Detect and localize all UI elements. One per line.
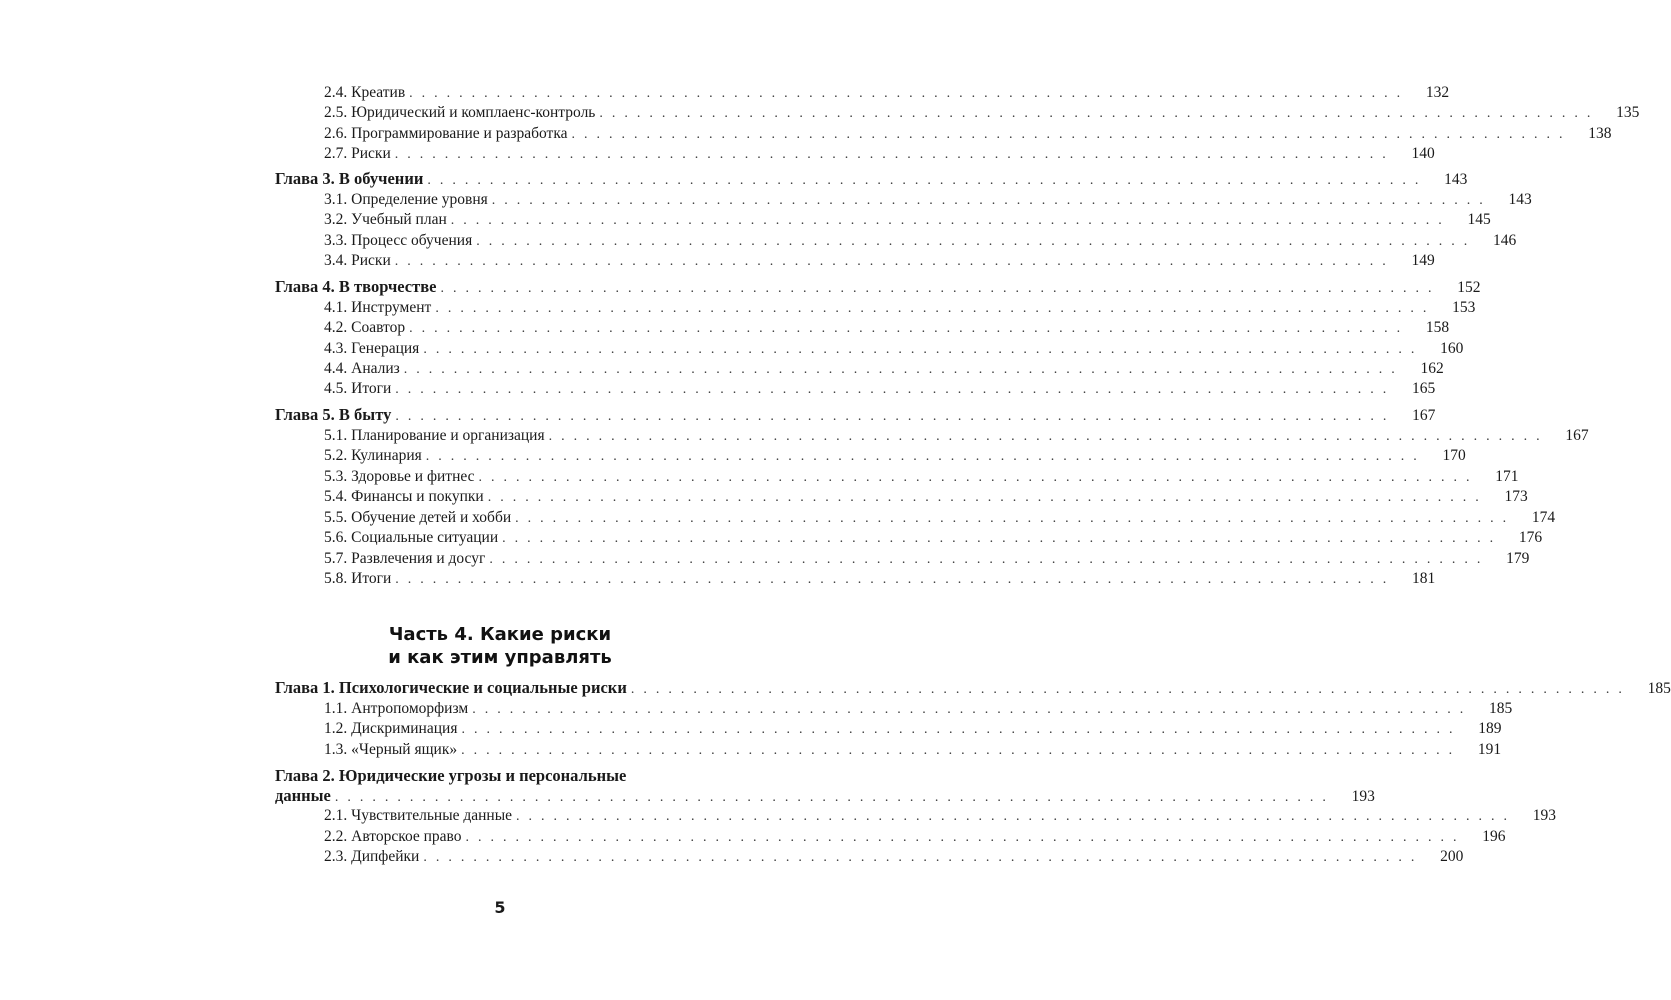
toc-leader-dots: ................................................................................ (548, 429, 1549, 444)
toc-section-entry (324, 528, 1543, 548)
toc-chapter-entry (275, 678, 1671, 698)
toc-entry-label: 2.2. Авторское право (324, 828, 462, 845)
toc-entry-label: Глава 2. Юридические угрозы и персональные (275, 766, 627, 785)
toc-section-entry (324, 103, 1640, 123)
toc-leader-dots: ................................................................................ (423, 850, 1424, 865)
toc-entry-label: 1.2. Дискриминация (324, 720, 458, 737)
part-4-title-line-2: и как этим управлять (388, 647, 612, 668)
toc-entry-page-number: 162 (1420, 360, 1444, 377)
toc-entry-label: 3.4. Риски (324, 252, 391, 269)
toc-entry-page-number: 143 (1508, 191, 1532, 208)
toc-entry-label: 4.4. Анализ (324, 360, 400, 377)
toc-entry-page-number: 171 (1495, 468, 1519, 485)
toc-leader-dots: ................................................................................ (427, 173, 1428, 188)
toc-entry-page-number: 174 (1531, 509, 1556, 526)
toc-section-entry (324, 549, 1530, 569)
part-4-title (300, 623, 700, 669)
toc-entry-page-number: 189 (1478, 720, 1502, 737)
toc-entry-label: 4.1. Инструмент (324, 299, 432, 316)
toc-section-entry (324, 740, 1502, 760)
toc-leader-dots: ................................................................................ (435, 301, 1436, 316)
toc-leader-dots: ................................................................................ (395, 382, 1396, 397)
toc-entry-page-number: 185 (1488, 700, 1513, 717)
toc-entry-label: 2.4. Креатив (324, 84, 406, 101)
toc-leader-dots: ................................................................................ (502, 531, 1503, 546)
toc-section-entry (324, 508, 1556, 528)
toc-entry-label: 2.5. Юридический и комплаенс-контроль (324, 104, 596, 121)
toc-section-entry (324, 426, 1589, 446)
toc-entry-page-number: 176 (1518, 529, 1543, 546)
toc-section-entry (324, 719, 1502, 739)
toc-entry-page-number: 146 (1492, 232, 1517, 249)
toc-entry-page-number: 193 (1351, 788, 1375, 805)
toc-section-entry (324, 827, 1506, 847)
toc-leader-dots: ................................................................................ (440, 281, 1441, 296)
toc-entry-page-number: 143 (1444, 171, 1468, 188)
toc-leader-dots: ................................................................................ (425, 449, 1426, 464)
toc-entry-label: 4.2. Соавтор (324, 319, 406, 336)
toc-leader-dots: ................................................................................ (489, 552, 1490, 567)
toc-entry-page-number: 160 (1440, 340, 1464, 357)
toc-entry-label: 2.3. Дипфейки (324, 848, 420, 865)
toc-leader-dots: ................................................................................ (476, 234, 1477, 249)
toc-leader-dots: ................................................................................ (599, 106, 1600, 121)
toc-entry-label: 3.1. Определение уровня (324, 191, 488, 208)
toc-entry-page-number: 149 (1411, 252, 1435, 269)
toc-entry-label: 2.1. Чувствительные данные (324, 807, 513, 824)
toc-entry-page-number: 145 (1467, 211, 1491, 228)
part-4-title-line-1: Часть 4. Какие риски (388, 624, 612, 645)
toc-entry-page-number: 158 (1425, 319, 1450, 336)
toc-leader-dots: ................................................................................ (571, 127, 1572, 142)
toc-entry-label: 5.3. Здоровье и фитнес (324, 468, 475, 485)
toc-section-entry (324, 190, 1532, 210)
toc-leader-dots: ................................................................................ (409, 86, 1410, 101)
toc-leader-dots: ................................................................................ (394, 147, 1395, 162)
toc-chapter-entry (275, 766, 728, 786)
toc-entry-label: Глава 1. Психологические и социальные риски (275, 678, 627, 697)
toc-section-entry (324, 359, 1444, 379)
toc-chapter-entry (275, 405, 1436, 425)
toc-entry-label: 5.6. Социальные ситуации (324, 529, 499, 546)
toc-leader-dots: ................................................................................ (478, 470, 1479, 485)
toc-entry-label: 5.8. Итоги (324, 570, 392, 587)
toc-entry-label: Глава 4. В творчестве (275, 277, 437, 296)
toc-entry-page-number: 173 (1504, 488, 1528, 505)
toc-entry-page-number: 140 (1411, 145, 1435, 162)
toc-leader-dots: ................................................................................ (409, 321, 1410, 336)
toc-entry-page-number: 200 (1440, 848, 1464, 865)
toc-entry-page-number: 167 (1412, 407, 1436, 424)
toc-entry-page-number: 153 (1452, 299, 1476, 316)
toc-entry-page-number: 152 (1457, 279, 1481, 296)
toc-entry-page-number: 196 (1482, 828, 1506, 845)
toc-section-entry (324, 83, 1450, 103)
toc-entry-label: данные (275, 786, 331, 805)
toc-entry-page-number: 167 (1565, 427, 1589, 444)
toc-section-entry (324, 210, 1491, 230)
toc-chapter-entry (275, 786, 1375, 806)
toc-entry-page-number: 191 (1477, 741, 1502, 758)
toc-entry-page-number: 185 (1647, 680, 1671, 697)
toc-leader-dots: ................................................................................ (487, 490, 1488, 505)
page-number: 5 (494, 898, 506, 917)
toc-leader-dots: ................................................................................ (395, 409, 1396, 424)
toc-section-entry (324, 339, 1464, 359)
toc-entry-label: 1.3. «Черный ящик» (324, 741, 458, 758)
toc-leader-dots: ................................................................................ (403, 362, 1404, 377)
toc-entry-label: 2.6. Программирование и разработка (324, 125, 568, 142)
toc-entry-page-number: 170 (1442, 447, 1466, 464)
toc-entry-label: Глава 3. В обучении (275, 169, 424, 188)
toc-entry-label: 5.2. Кулинария (324, 447, 422, 464)
toc-leader-dots: ................................................................................ (450, 213, 1451, 228)
toc-entry-label: 3.2. Учебный план (324, 211, 447, 228)
toc-section-entry (324, 379, 1436, 399)
toc-section-entry (324, 251, 1435, 271)
toc-entry-label: 5.1. Планирование и организация (324, 427, 545, 444)
toc-entry-label: 5.5. Обучение детей и хобби (324, 509, 512, 526)
toc-leader-dots: ................................................................................ (394, 254, 1395, 269)
toc-entry-label: 4.5. Итоги (324, 380, 392, 397)
toc-section-entry (324, 806, 1557, 826)
toc-entry-page-number: 165 (1412, 380, 1436, 397)
toc-section-entry (324, 569, 1436, 589)
toc-entry-page-number: 193 (1532, 807, 1557, 824)
toc-entry-label: 3.3. Процесс обучения (324, 232, 473, 249)
toc-leader-dots: ................................................................................ (465, 830, 1466, 845)
toc-leader-dots: ................................................................................ (630, 682, 1631, 697)
toc-entry-page-number: 179 (1506, 550, 1530, 567)
toc-section-entry (324, 487, 1528, 507)
toc-entry-label: 5.7. Развлечения и досуг (324, 550, 486, 567)
toc-section-entry (324, 699, 1513, 719)
toc-leader-dots: ................................................................................ (461, 743, 1462, 758)
toc-leader-dots: ................................................................................ (515, 511, 1516, 526)
toc-section-entry (324, 124, 1612, 144)
toc-entry-page-number: 132 (1425, 84, 1450, 101)
toc-entry-label: 1.1. Антропоморфизм (324, 700, 469, 717)
toc-section-entry (324, 298, 1476, 318)
toc-chapter-entry (275, 277, 1481, 297)
toc-section-entry (324, 231, 1517, 251)
toc-entry-label: 4.3. Генерация (324, 340, 420, 357)
toc-leader-dots: ................................................................................ (395, 572, 1396, 587)
toc-leader-dots: ................................................................................ (516, 809, 1517, 824)
toc-entry-page-number: 181 (1412, 570, 1436, 587)
toc-leader-dots: ................................................................................ (491, 193, 1492, 208)
toc-section-entry (324, 467, 1519, 487)
toc-leader-dots: ................................................................................ (472, 702, 1473, 717)
toc-entry-label: 5.4. Финансы и покупки (324, 488, 484, 505)
toc-section-entry (324, 446, 1466, 466)
toc-entry-page-number: 138 (1588, 125, 1612, 142)
toc-section-entry (324, 847, 1464, 867)
toc-entry-label: Глава 5. В быту (275, 405, 392, 424)
toc-entry-label: 2.7. Риски (324, 145, 391, 162)
toc-section-entry (324, 318, 1450, 338)
toc-chapter-entry (275, 169, 1468, 189)
toc-section-entry (324, 144, 1435, 164)
toc-entry-page-number: 135 (1616, 104, 1640, 121)
toc-leader-dots: ................................................................................ (423, 342, 1424, 357)
toc-leader-dots: ................................................................................ (461, 722, 1462, 737)
toc-leader-dots: ................................................................................ (334, 790, 1335, 805)
